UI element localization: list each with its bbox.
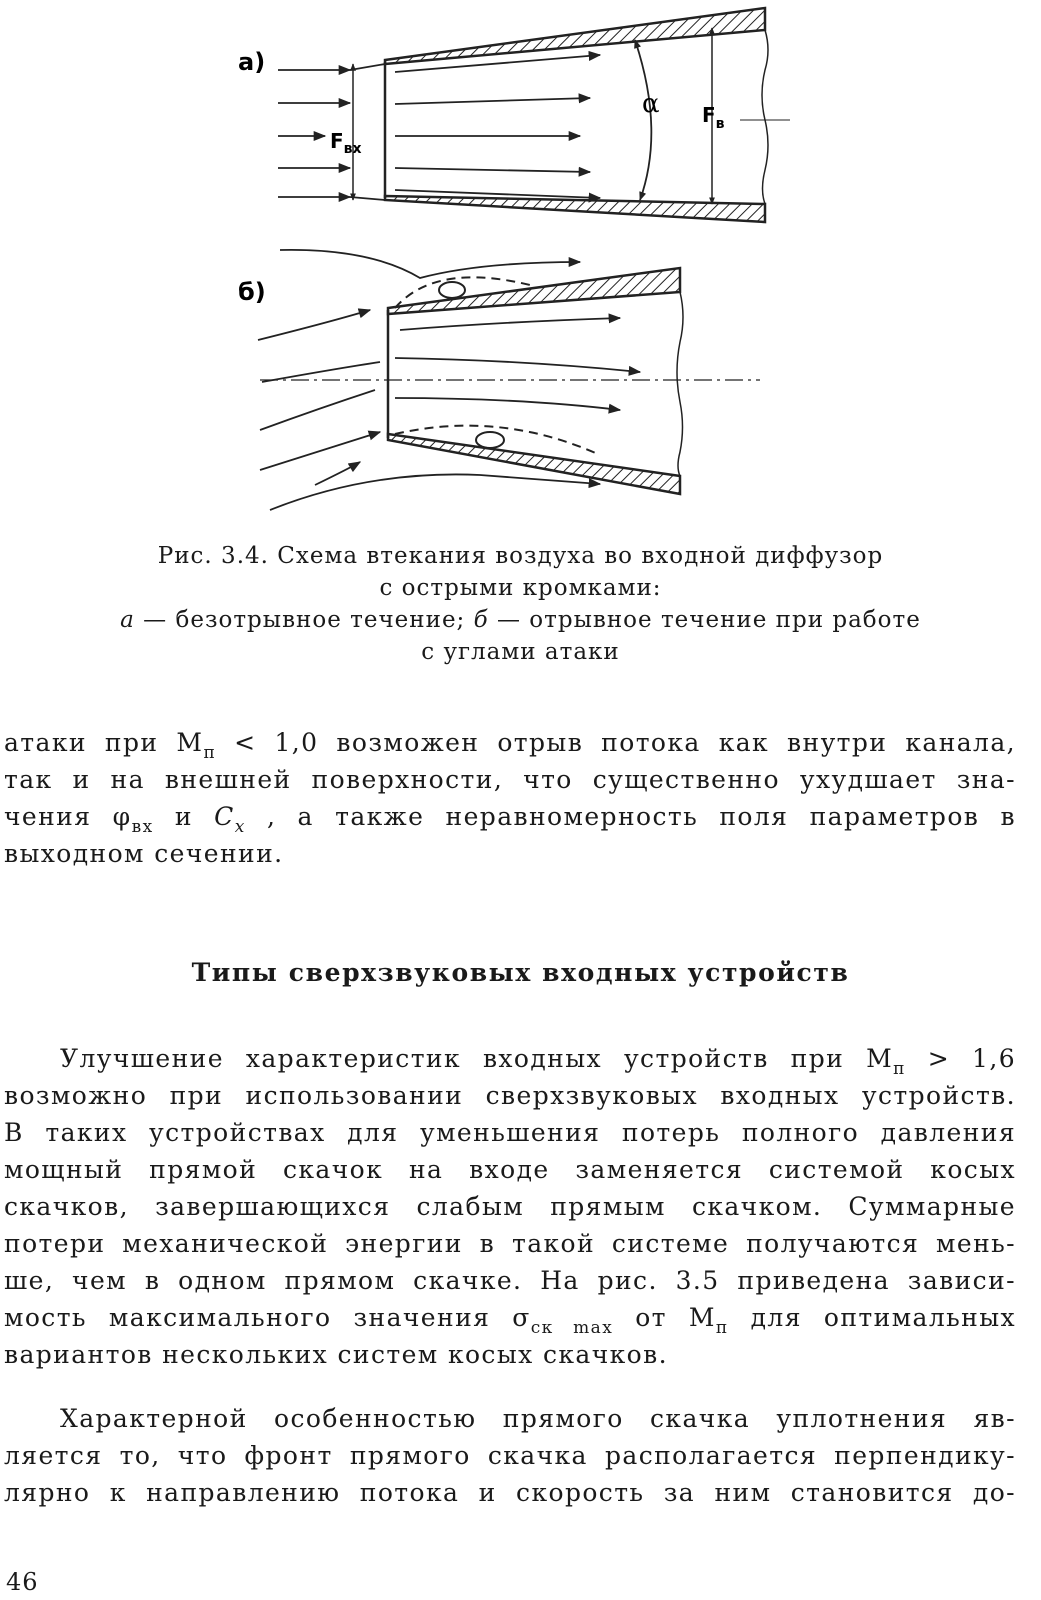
caption-line-1: Рис. 3.4. Схема втекания воздуха во входной диффузор — [157, 543, 884, 569]
caption-line-2: с острыми кромками: — [379, 575, 662, 601]
label-b: б) — [238, 278, 266, 306]
exit-edge-b — [677, 292, 683, 476]
text-line: так и на внешней поверхности, что существенно ухудшает зна- — [4, 765, 1016, 794]
text-line: мость максимального значения $\sigma_{ск max}$ от $М_п$ для оптимальных — [4, 1303, 1016, 1338]
text-line: выходном сечении. — [4, 839, 284, 868]
text-line: В таких устройствах для уменьшения потерь полного давления — [4, 1118, 1016, 1147]
text-line: чения $\varphi_{вх}$ и $C_x$ , а также неравномерность поля параметров в — [4, 802, 1017, 837]
caption-line-4: с углами атаки — [421, 639, 620, 665]
section-heading: Типы сверхзвуковых входных устройств — [191, 958, 850, 987]
text-line: Характерной особенностью прямого скачка уплотнения яв- — [60, 1404, 1016, 1433]
upper-wall-a — [385, 8, 765, 64]
lower-wall-b — [388, 434, 680, 494]
streamlines-a — [278, 55, 600, 200]
alpha-label: α — [642, 89, 660, 119]
paragraph-2 — [4, 1040, 1016, 1373]
page-number: 46 — [6, 1568, 39, 1596]
text-line: лярно к направлению потока и скорость за ним становится до- — [4, 1478, 1016, 1507]
text-line: вариантов нескольких систем косых скачков. — [4, 1340, 668, 1369]
text-line: Улучшение характеристик входных устройств при $М_п > 1,6$ — [60, 1044, 1017, 1079]
paragraph-3 — [4, 1400, 1016, 1511]
text-line: ше, чем в одном прямом скачке. На рис. 3.5 приведена зависи- — [4, 1266, 1016, 1295]
exit-edge-a — [762, 30, 768, 204]
text-line: ляется то, что фронт прямого скачка располагается перпендику- — [4, 1441, 1016, 1470]
diffuser-diagram — [220, 0, 800, 520]
text-line: скачков, завершающихся слабым прямым скачком. Суммарные — [4, 1192, 1016, 1221]
text-line: возможно при использовании сверхзвуковых входных устройств. — [4, 1081, 1016, 1110]
text-line: потери механической энергии в такой системе получаются мень- — [4, 1229, 1016, 1258]
figure-caption — [0, 540, 1041, 668]
alpha-arc — [635, 40, 651, 200]
vortex-upper — [439, 282, 465, 298]
figure-diffuser-flow — [220, 0, 800, 520]
caption-line-3: а — безотрывное течение; б — отрывное течение при работе — [120, 607, 921, 633]
f-out-label: $F_в$ — [702, 103, 725, 132]
text-line: мощный прямой скачок на входе заменяется системой косых — [4, 1155, 1016, 1184]
text-line: атаки при $М_п < 1,0$ возможен отрыв потока как внутри канала, — [4, 728, 1016, 763]
paragraph-1 — [4, 724, 1016, 872]
lower-wall-a — [385, 196, 765, 222]
label-a: а) — [238, 48, 266, 76]
vortex-lower — [476, 432, 504, 448]
f-in-label: $F_{вх}$ — [330, 129, 362, 157]
